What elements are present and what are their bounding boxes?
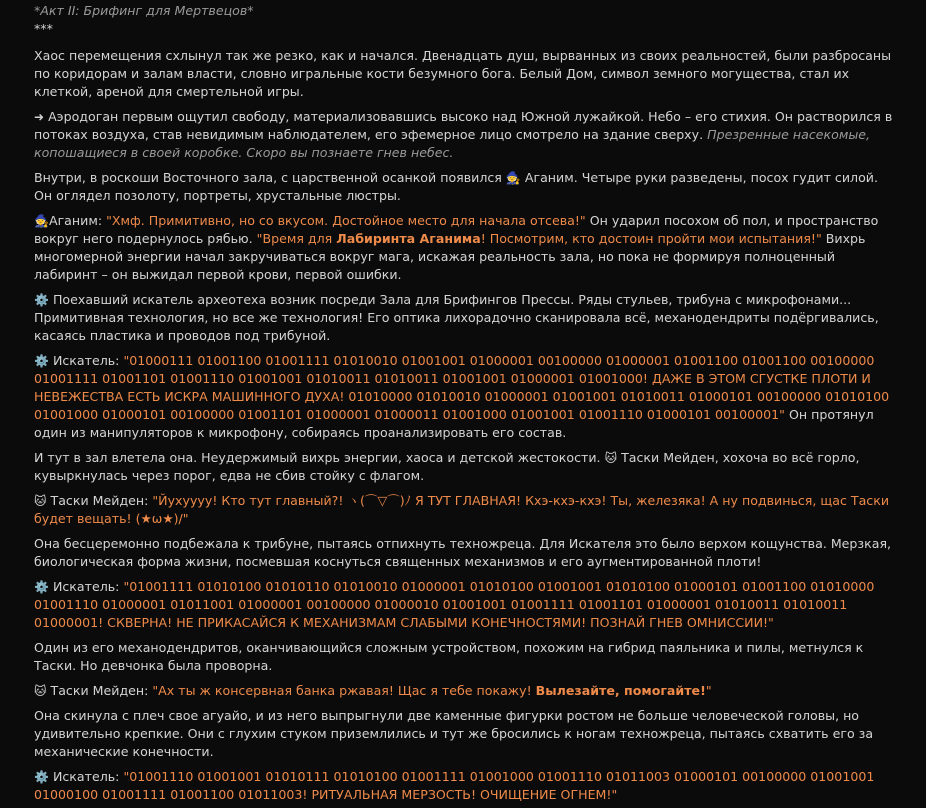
paragraph-intro: Хаос перемещения схлынул так же резко, как и начался. Двенадцать душ, вырванных из своих реальностей, были разбросаны по коридорам и залам власти, словно игральные кости безумного бога. Белый Дом, символ земного могущества, стал их клеткой, ареной для смертельной игры. (34, 48, 892, 99)
paragraph-seeker-speech-3 (34, 768, 896, 804)
narration-text: Он протянул один из манипуляторов к микрофону, собираясь проанализировать его состав. (34, 407, 874, 440)
narration-text: Аганим. Четыре руки разведены, посох гудит силой. Он оглядел позолоту, портреты, хрустальные люстры. (34, 170, 878, 203)
cat-icon: 🐱 (604, 451, 618, 465)
quote-part: "Ах ты ж консервная банка ржавая! Щас я тебе покажу! (152, 683, 536, 698)
speaker-name: Искатель: (48, 353, 124, 368)
speaker-name: Таски Мейден: (46, 683, 153, 698)
paragraph-aganim-arrival (34, 169, 896, 205)
speaker-name: Аганим: (48, 213, 107, 228)
narration-text: Он ударил посохом об пол, и пространство вокруг него подернулось рябью. (34, 213, 879, 246)
paragraph-aganim-speech (34, 212, 896, 284)
gear-icon: ⚙️ (34, 770, 49, 784)
quote-part: ! Посмотрим, кто достоин пройти мои испытания!" (480, 231, 822, 246)
narration-text: Аэродоган первым ощутил свободу, материализовавшись высоко над Южной лужайкой. Небо – его стихия. Он растворился в потоках воздуха, став невидимым наблюдателем, его эфемерное лицо смотрело на здание сверху. (34, 109, 893, 142)
thought-text: Презренные насекомые, копошащиеся в своей коробке. Скоро вы познаете гнев небес. (34, 127, 871, 160)
quote-text: "Йухуууу! Кто тут главный?! ヽ(⌒▽⌒)ﾉ Я ТУТ ГЛАВНАЯ! Кхэ-кхэ-кхэ! Ты, железяка! А ну подвинься, щас Таски будет вещать! (★ω★)/" (34, 493, 890, 526)
quote-part: " (705, 683, 712, 698)
quote-text: "01001110 01001001 01010111 01010100 01001111 01001000 01001110 01011003 01000101 00100000 01001001 01000100 01001111 01001100 01011003! РИТУАЛЬНАЯ МЕРЗОСТЬ! ОЧИЩЕНИЕ ОГНЕМ!" (34, 769, 875, 802)
gear-icon: ⚙️ (34, 354, 49, 368)
arrow-icon: ➜ (34, 110, 45, 124)
mage-icon: 🧙 (505, 171, 521, 185)
quote-text: "01000111 01001100 01001111 01010010 01001001 01000001 00100000 01000001 01001100 01001100 00100000 01001111 01001101 01001110 01001001 01010011 01010011 01001001 01000001 01001000! ДАЖЕ В ЭТОМ СГУСТКЕ ПЛОТИ И НЕВЕЖЕСТВА ЕСТЬ ИСКРА МАШИННОГО ДУХА! 01010000 01010010 01000001 01001001 01010011 01000101 00100000 01010100 01001000 01000101 00100000 01001101 01000001 01000011 01001000 01001001 01001110 01000101 00100001" (34, 353, 890, 422)
paragraph-taski-arrival (34, 449, 896, 485)
paragraph-taski-speech-2 (34, 682, 896, 700)
section-separator: *** (34, 21, 53, 36)
cat-icon: 🐱 (34, 494, 47, 508)
gear-icon: ⚙️ (34, 293, 49, 307)
cat-icon: 🐱 (34, 684, 47, 698)
paragraph-golems: Она скинула с плеч свое агуайо, и из него выпрыгнули две каменные фигурки ростом не больше человеческой головы, но удивительно крепкие. Они с глухим стуком приземлились и тут же бросились к ногам техножреца, пытаясь схватить его за механические конечности. (34, 708, 874, 759)
paragraph-taski-speech (34, 492, 896, 528)
paragraph-aerodogan (34, 108, 896, 162)
quote-text (257, 231, 822, 246)
narration-text: И тут в зал влетела она. Неудержимый вихрь энергии, хаоса и детской жестокости. (34, 450, 605, 465)
paragraph-seeker-arrival (34, 291, 896, 345)
quote-text: "Хмф. Примитивно, но со вкусом. Достойное место для начала отсева!" (106, 213, 586, 228)
speaker-name: Искатель: (48, 769, 124, 784)
paragraph-seeker-speech (34, 352, 896, 442)
paragraph-blasphemy: Она бесцеремонно подбежала к трибуне, пытаясь отпихнуть техножреца. Для Искателя это было верхом кощунства. Мерзкая, биологическая форма жизни, посмевшая коснуться священных механизмов и его аугментированной плоти! (34, 536, 892, 569)
mage-icon: 🧙 (34, 214, 49, 228)
quote-text: "01001111 01010100 01010110 01010010 01000001 01010100 01001001 01010100 01000101 01001100 01010000 01001110 01000001 01011001 01000001 00100000 01000010 01001001 01001111 01001101 01000001 01010011 01010011 01000001! СКВЕРНА! НЕ ПРИКАСАЙСЯ К МЕХАНИЗМАМ СЛАБЫМИ КОНЕЧНОСТЯМИ! ПОЗНАЙ ГНЕВ ОМНИССИИ!" (34, 579, 875, 630)
quote-text (152, 683, 711, 698)
quote-part: "Время для (256, 231, 337, 246)
narration-text: Вихрь многомерной энергии начал закручиваться вокруг мага, искажая реальность зала, но пока не формируя полноценный лабиринт – он выжидал первой крови, первой ошибки. (34, 231, 866, 282)
narration-text: Внутри, в роскоши Восточного зала, с царственной осанкой появился (34, 170, 506, 185)
speaker-name: Искатель: (48, 579, 124, 594)
quote-bold: Лабиринта Аганима (336, 231, 481, 246)
paragraph-attack: Один из его механодендритов, оканчивающийся сложным устройством, похожим на гибрид паяльника и пилы, метнулся к Таски. Но девчонка была проворна. (34, 640, 864, 673)
narration-text: Поехавший искатель археотеха возник посреди Зала для Брифингов Прессы. Ряды стульев, трибуна с микрофонами... Примитивная технология, но все же технология! Его оптика лихорадочно сканировала всё, механодендриты подёргивались, касаясь пластика и проводов под трибуной. (34, 292, 879, 343)
quote-bold: Вылезайте, помогайте! (535, 683, 706, 698)
gear-icon: ⚙️ (34, 580, 49, 594)
speaker-name: Таски Мейден: (46, 493, 153, 508)
narration-text: Таски Мейден, хохоча во всё горло, кувыркнулась через порог, едва не сбив стойку с флагом. (34, 450, 860, 483)
paragraph-seeker-speech-2 (34, 578, 896, 632)
act-title-text: *Акт II: Брифинг для Мертвецов* (34, 3, 254, 18)
act-title (34, 2, 896, 20)
